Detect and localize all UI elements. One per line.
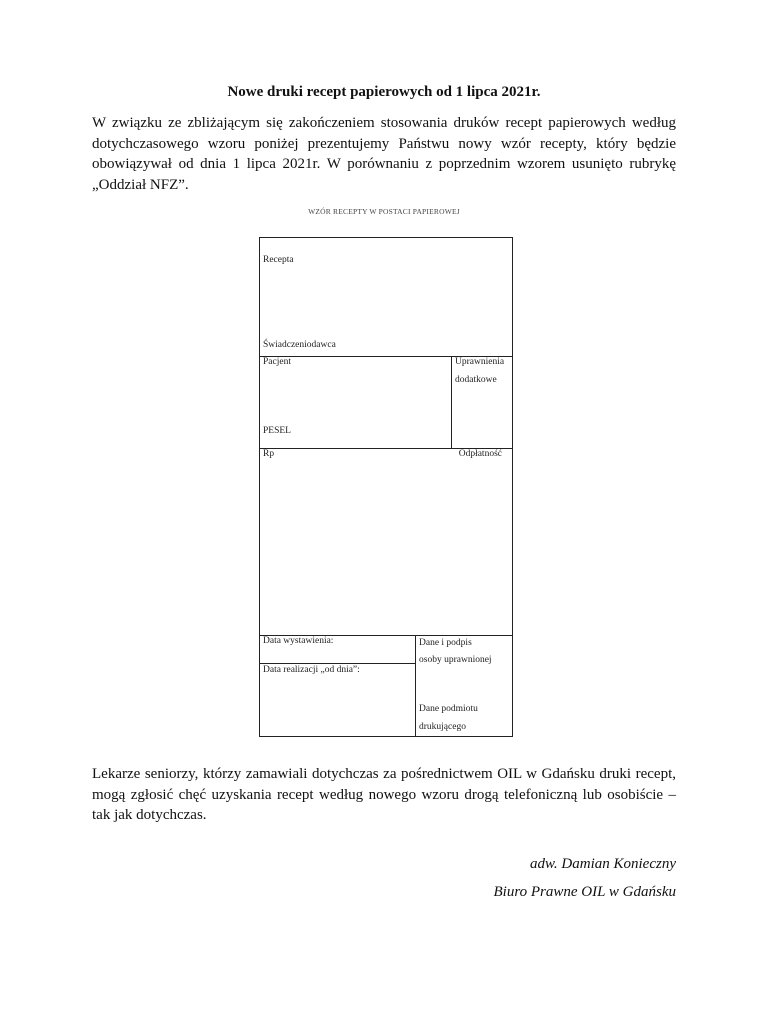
intro-paragraph: W związku ze zbliżającym się zakończeniem stosowania druków recept papierowych według dotychczasowego wzoru poniżej prezentujemy Państwu nowy wzór recepty, który będzie obowiązywał od dnia 1 lipca 2021r. W porównaniu z poprzednim wzorem usunięto rubrykę „Oddział NFZ”. bbox=[92, 115, 676, 193]
prescription-form-sample bbox=[259, 237, 513, 737]
uprawnienia-label-line1: Uprawnienia bbox=[455, 357, 505, 367]
signature-name: adw. Damian Konieczny bbox=[530, 856, 676, 872]
divider-uprawnienia bbox=[451, 356, 452, 448]
divider-signature bbox=[415, 635, 416, 736]
odplatnosc-label: Odpłatność bbox=[458, 449, 502, 459]
pacjent-label: Pacjent bbox=[263, 357, 291, 367]
data-realizacji-label: Data realizacji „od dnia”: bbox=[263, 665, 360, 675]
dane-podpis-label-line2: osoby uprawnionej bbox=[419, 655, 492, 665]
dane-podpis-label-line1: Dane i podpis bbox=[419, 638, 472, 648]
rp-label: Rp bbox=[263, 449, 275, 459]
uprawnienia-label-line2: dodatkowe bbox=[455, 375, 497, 385]
pesel-label: PESEL bbox=[263, 426, 291, 436]
dane-podmiotu-label-line2: drukującego bbox=[419, 722, 466, 732]
document-title: Nowe druki recept papierowych od 1 lipca 2021r. bbox=[227, 84, 541, 100]
dane-podmiotu-label-line1: Dane podmiotu bbox=[419, 704, 478, 714]
swiadczeniodawca-label: Świadczeniodawca bbox=[263, 340, 336, 350]
form-caption: WZÓR RECEPTY W POSTACI PAPIEROWEJ bbox=[308, 207, 460, 216]
data-wystawienia-label: Data wystawienia: bbox=[263, 636, 334, 646]
recepta-label: Recepta bbox=[263, 255, 294, 265]
signature-office: Biuro Prawne OIL w Gdańsku bbox=[493, 884, 676, 900]
seniors-paragraph: Lekarze seniorzy, którzy zamawiali dotychczas za pośrednictwem OIL w Gdańsku druki recept, mogą zgłosić chęć uzyskania recept według nowego wzoru drogą telefoniczną lub osobiście – tak jak dotychczas. bbox=[92, 766, 676, 823]
